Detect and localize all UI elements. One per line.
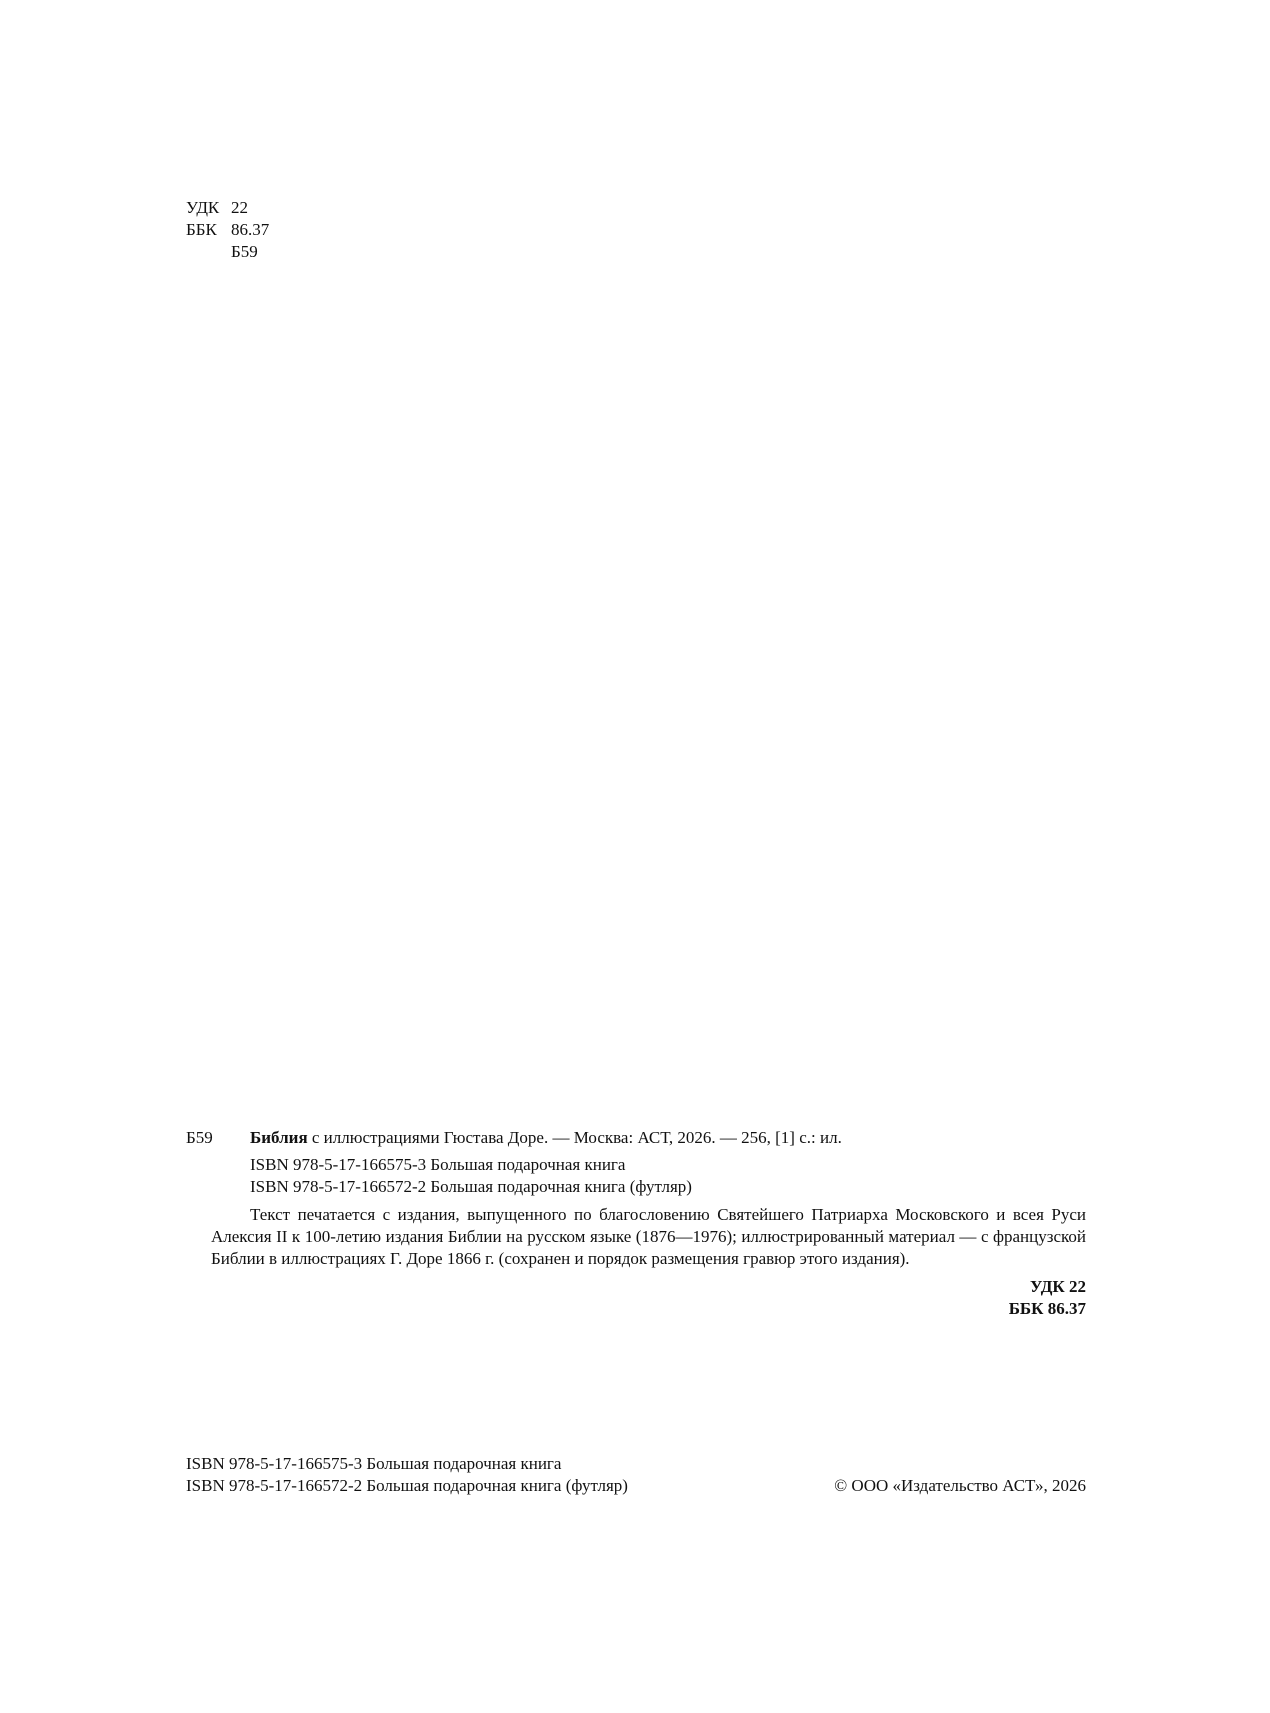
udk-row xyxy=(186,197,269,219)
record-udk: УДК 22 xyxy=(1029,1277,1086,1296)
record-codes xyxy=(186,1276,1086,1320)
record-title-bold: Библия xyxy=(250,1128,308,1147)
record-title xyxy=(250,1127,842,1149)
bottom-isbn-block xyxy=(186,1453,628,1497)
udk-label: УДК xyxy=(186,198,220,217)
record-isbn-2: ISBN 978-5-17-166572-2 Большая подарочная книга (футляр) xyxy=(250,1177,692,1196)
record-title-rest: с иллюстрациями Гюстава Доре. — Москва: АСТ, 2026. — 256, [1] с.: ил. xyxy=(307,1128,842,1147)
bottom-isbn-2: ISBN 978-5-17-166572-2 Большая подарочная книга (футляр) xyxy=(186,1476,628,1495)
classification-codes-top xyxy=(186,197,269,263)
bibliographic-record xyxy=(186,1127,1086,1320)
record-author-mark: Б59 xyxy=(186,1128,213,1147)
copyright-notice: © ООО «Издательство АСТ», 2026 xyxy=(834,1476,1086,1495)
record-isbn-1: ISBN 978-5-17-166575-3 Большая подарочная книга xyxy=(250,1155,626,1174)
bottom-isbn-1: ISBN 978-5-17-166575-3 Большая подарочная книга xyxy=(186,1454,562,1473)
bbk-row xyxy=(186,219,269,241)
udk-value: 22 xyxy=(231,198,248,217)
record-bbk: ББК 86.37 xyxy=(1008,1299,1086,1318)
bbk-value: 86.37 xyxy=(231,220,270,239)
author-mark-top: Б59 xyxy=(231,242,258,261)
bbk-label: ББК xyxy=(186,220,217,239)
record-title-line xyxy=(186,1127,1086,1149)
record-annotation: Текст печатается с издания, выпущенного по благословению Святейшего Патриарха Московского и всея Руси Алексия II к 100-летию издания Библии на русском языке (1876—1976); иллюстрированный материал — с французской Библии в иллюстрациях Г. Доре 1866 г. (сохранен и порядок размещения гравюр этого издания). xyxy=(211,1205,1086,1268)
